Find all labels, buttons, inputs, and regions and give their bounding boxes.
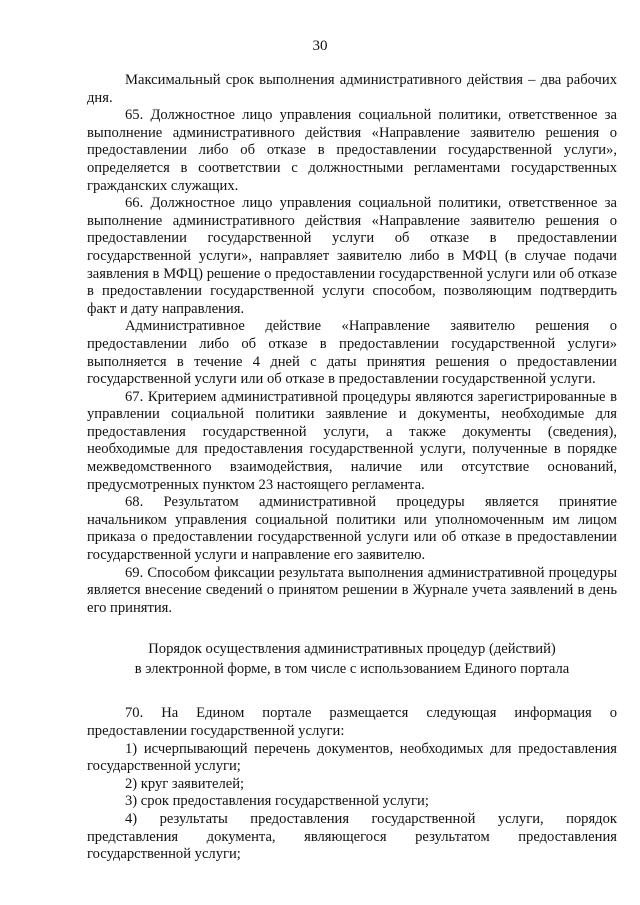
paragraph-65: 65. Должностное лицо управления социальной политики, ответственное за выполнение административного действия «Направление заявителю решения о предоставлении либо об отказе в предоставлении государственной услуги», определяется в соответствии с должностными регламентами государственных гражданских служащих. (87, 107, 617, 194)
list-item-4: 4) результаты предоставления государственной услуги, порядок представления документа, являющегося результатом предоставления государственной услуги; (87, 810, 617, 863)
list-item-1: 1) исчерпывающий перечень документов, необходимых для предоставления государственной услуги; (87, 740, 617, 775)
list-item-2: 2) круг заявителей; (125, 775, 245, 792)
paragraph-67: 67. Критерием административной процедуры являются зарегистрированные в управлении социальной политики заявление и документы, необходимые для предоставления государственной услуги, а также документы (сведения), необходимые для предоставления государственной услуги, полученные в порядке межведомственного взаимодействия, наличие или отсутствие оснований, предусмотренных пунктом 23 настоящего регламента. (87, 388, 617, 493)
section-heading (87, 639, 617, 679)
page-number: 30 (312, 38, 328, 54)
section-heading-line-2: в электронной форме, в том числе с использованием Единого портала (134, 661, 570, 678)
paragraph-66: 66. Должностное лицо управления социальной политики, ответственное за выполнение административного действия «Направление заявителю решения о предоставлении государственной услуги об отказе в предоставлении государственной услуги», направляет заявителю либо в МФЦ (в случае подачи заявления в МФЦ) решение о предоставлении государственной услуги или об отказе в предоставлении государственной услуги способом, позволяющим подтвердить факт и дату направления. (87, 195, 617, 317)
paragraph-70: 70. На Едином портале размещается следующая информация о предоставлении государственной услуги: (87, 705, 617, 739)
list-item-3: 3) срок предоставления государственной услуги; (125, 793, 429, 810)
paragraph-66-deadline: Административное действие «Направление заявителю решения о предоставлении либо об отказе в предоставлении государственной услуги» выполняется в течение 4 дней с даты принятия решения о предоставлении государственной услуги или об отказе в предоставлении государственной услуги. (87, 318, 617, 388)
section-heading-line-1: Порядок осуществления административных процедур (действий) (148, 641, 556, 658)
paragraph-max-duration: Максимальный срок выполнения административного действия – два рабочих дня. (87, 72, 617, 106)
document-body (87, 72, 617, 864)
paragraph-68: 68. Результатом административной процедуры является принятие начальником управления социальной политики или уполномоченным им лицом приказа о предоставлении государственной услуги или об отказе в предоставлении государственной услуги и направление его заявителю. (87, 494, 617, 564)
paragraph-69: 69. Способом фиксации результата выполнения административной процедуры является внесение сведений о принятом решении в Журнале учета заявлений в день его принятия. (87, 564, 617, 616)
